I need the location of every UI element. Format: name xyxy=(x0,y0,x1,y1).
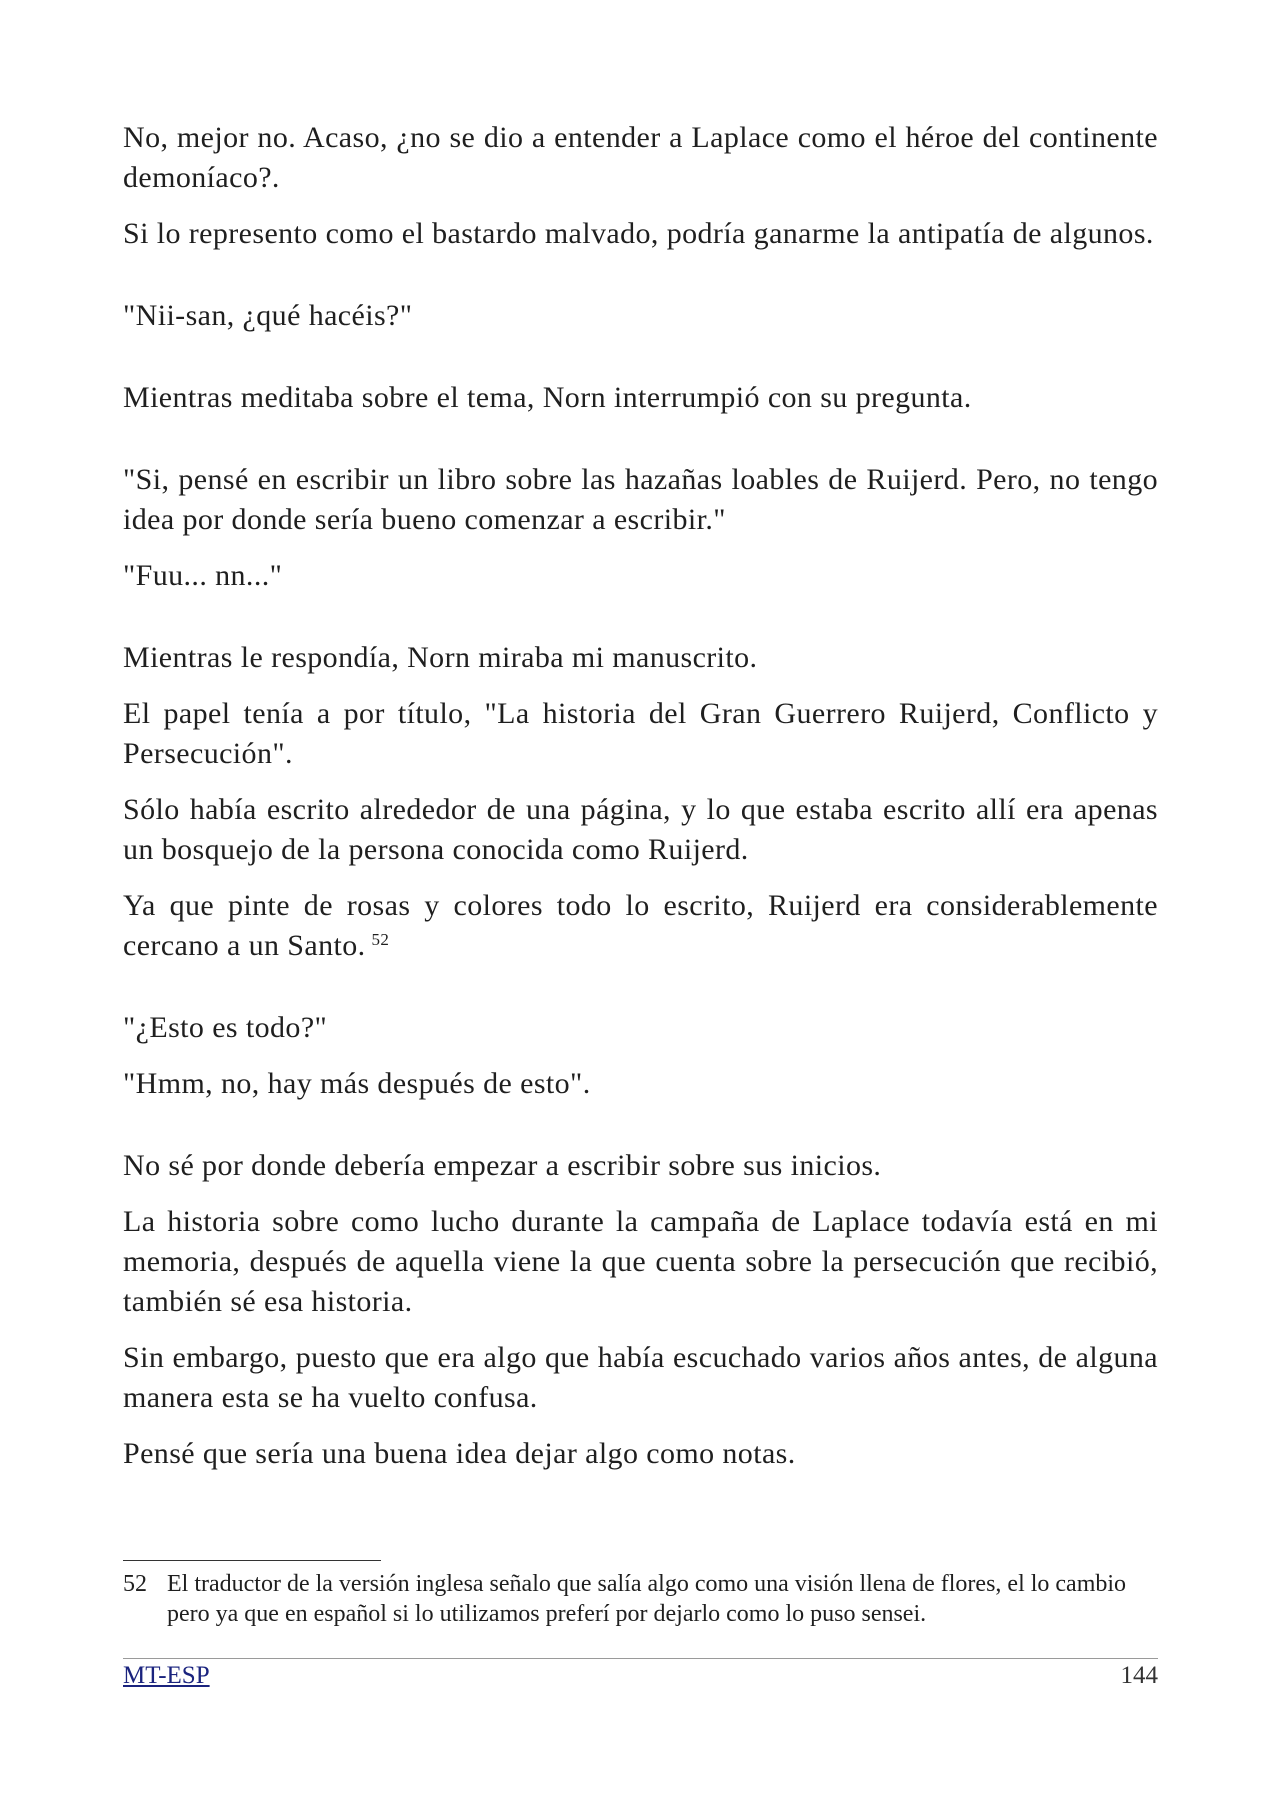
page-body xyxy=(123,118,1158,1490)
paragraph: No sé por donde debería empezar a escribir sobre sus inicios. xyxy=(123,1149,882,1182)
footnote xyxy=(123,1569,1158,1629)
dialogue-line: "Fuu... nn..." xyxy=(123,559,283,592)
paragraph: La historia sobre como lucho durante la campaña de Laplace todavía está en mi memoria, después de aquella viene la que cuenta sobre la persecución que recibió, también sé esa historia. xyxy=(123,1205,1158,1318)
paragraph: No, mejor no. Acaso, ¿no se dio a entender a Laplace como el héroe del continente demoníaco?. xyxy=(123,121,1158,194)
dialogue-line: "Si, pensé en escribir un libro sobre las hazañas loables de Ruijerd. Pero, no tengo idea por donde sería bueno comenzar a escribir." xyxy=(123,463,1158,536)
paragraph-with-footnote xyxy=(123,886,1158,966)
footnote-number: 52 xyxy=(123,1571,147,1597)
footer-link[interactable]: MT-ESP xyxy=(123,1662,210,1689)
dialogue-line: "Hmm, no, hay más después de esto". xyxy=(123,1067,591,1100)
footnote-reference: 52 xyxy=(371,930,390,949)
paragraph: Si lo represento como el bastardo malvado, podría ganarme la antipatía de algunos. xyxy=(123,217,1154,250)
paragraph: Mientras meditaba sobre el tema, Norn interrumpió con su pregunta. xyxy=(123,381,972,414)
dialogue-line: "Nii-san, ¿qué hacéis?" xyxy=(123,299,413,332)
paragraph: Sin embargo, puesto que era algo que había escuchado varios años antes, de alguna manera esta se ha vuelto confusa. xyxy=(123,1341,1158,1414)
paragraph: Sólo había escrito alrededor de una página, y lo que estaba escrito allí era apenas un bosquejo de la persona conocida como Ruijerd. xyxy=(123,793,1158,866)
dialogue-line: "¿Esto es todo?" xyxy=(123,1011,328,1044)
footnote-text: El traductor de la versión inglesa señalo que salía algo como una visión llena de flores, el lo cambio pero ya que en español si lo utilizamos preferí por dejarlo como lo puso sensei. xyxy=(167,1571,1127,1627)
paragraph: Pensé que sería una buena idea dejar algo como notas. xyxy=(123,1437,796,1470)
paragraph: Mientras le respondía, Norn miraba mi manuscrito. xyxy=(123,641,758,674)
paragraph: El papel tenía a por título, "La historia del Gran Guerrero Ruijerd, Conflicto y Persecución". xyxy=(123,697,1158,770)
footnote-divider xyxy=(123,1560,381,1561)
footer-divider xyxy=(123,1658,1158,1659)
paragraph-text: Ya que pinte de rosas y colores todo lo escrito, Ruijerd era considerablemente cercano a un Santo. xyxy=(123,889,1158,962)
page-number: 144 xyxy=(1120,1662,1158,1689)
